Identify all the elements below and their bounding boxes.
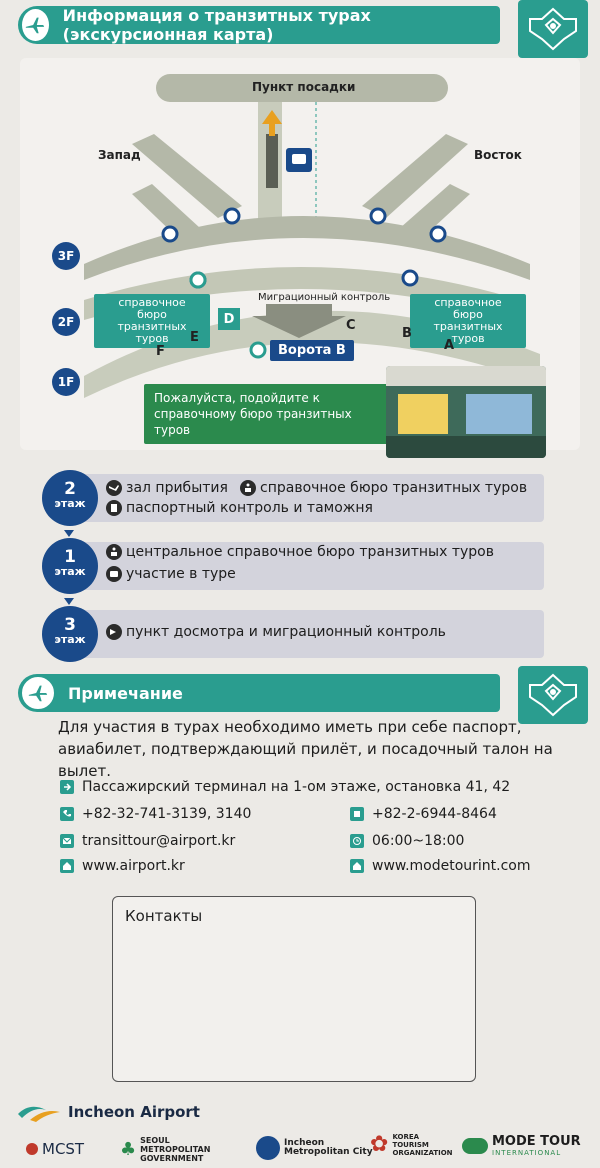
step-item-label: участие в туре xyxy=(126,566,236,582)
info-desk-photo xyxy=(386,366,546,458)
modetour-text: MODE TOUR xyxy=(492,1134,581,1149)
step-number: 1 xyxy=(64,547,76,567)
contacts-label: Контакты xyxy=(125,907,203,925)
site-airport-row xyxy=(60,858,185,874)
incheon-city-mark-icon xyxy=(256,1136,280,1160)
step-item xyxy=(106,500,373,516)
step-item-label: справочное бюро транзитных туров xyxy=(260,480,528,496)
step-badge-3f xyxy=(42,606,98,662)
phone-icon xyxy=(60,807,74,821)
terminal-map xyxy=(20,58,580,450)
home-icon xyxy=(60,859,74,873)
kto-logo xyxy=(370,1132,453,1157)
header-band xyxy=(18,6,500,44)
arrow-down-icon xyxy=(64,530,74,537)
desk-label-left: справочное бюро транзитных туров xyxy=(94,294,210,348)
modetour-website-link[interactable]: www.modetourint.com xyxy=(372,858,531,874)
zone-b-label: B xyxy=(402,326,412,341)
incheon-city-text-2: Metropolitan City xyxy=(284,1147,373,1157)
desk-label-right: справочное бюро транзитных туров xyxy=(410,294,526,348)
requirement-text: Для участия в турах необходимо иметь при себе паспорт, авиабилет, подтверждающий прилёт, и посадочный талон на вылет. xyxy=(58,718,553,780)
gate-b-label: Ворота B xyxy=(270,340,354,361)
airplane-icon xyxy=(20,675,56,711)
step-item xyxy=(106,566,236,582)
fax-icon xyxy=(350,807,364,821)
plane-arrival-icon xyxy=(106,480,122,496)
incheon-airport-mark-icon xyxy=(16,1100,62,1124)
email-row xyxy=(60,833,235,849)
step-item xyxy=(106,544,494,560)
step-item-label: зал прибытия xyxy=(126,480,228,496)
notes-title: Примечание xyxy=(68,683,183,703)
mcst-logo xyxy=(26,1140,84,1158)
location-row xyxy=(60,779,510,795)
hours-row xyxy=(350,833,464,849)
location-text: Пассажирский терминал на 1-ом этаже, остановка 41, 42 xyxy=(82,779,511,795)
zone-e-label: E xyxy=(190,330,199,345)
step-badge-1f xyxy=(42,538,98,594)
airport-website-link[interactable]: www.airport.kr xyxy=(82,858,185,874)
incheon-city-logo xyxy=(256,1136,373,1160)
zone-c-label: C xyxy=(346,318,356,333)
arrow-down-icon xyxy=(64,598,74,605)
seoul-text: SEOUL METROPOLITAN GOVERNMENT xyxy=(140,1136,211,1163)
security-check-icon xyxy=(106,624,122,640)
step-item-label: центральное справочное бюро транзитных туров xyxy=(126,544,494,560)
passport-icon xyxy=(106,500,122,516)
fax-row xyxy=(350,806,497,822)
phone-row xyxy=(60,806,251,822)
floor-badge-3f: 3F xyxy=(52,242,80,270)
contacts-box xyxy=(112,896,476,1082)
west-label: Запад xyxy=(98,148,141,162)
step-item-label: пункт досмотра и миграционный контроль xyxy=(126,624,446,640)
clock-icon xyxy=(350,834,364,848)
step-item xyxy=(106,624,446,640)
bus-icon xyxy=(106,566,122,582)
home-icon xyxy=(350,859,364,873)
step-word: этаж xyxy=(54,497,86,510)
zone-d-tag: D xyxy=(218,308,240,330)
step-item xyxy=(106,480,228,496)
step-badge-2f xyxy=(42,470,98,526)
info-desk-icon xyxy=(106,544,122,560)
instruction-note: Пожалуйста, подойдите к справочному бюро транзитных туров xyxy=(144,384,396,444)
modetour-sub-text: INTERNATIONAL xyxy=(492,1149,562,1157)
step-number: 3 xyxy=(64,615,76,635)
kto-text: KOREA TOURISM ORGANIZATION xyxy=(392,1132,453,1157)
east-label: Восток xyxy=(474,148,522,162)
incheon-airport-text: Incheon Airport xyxy=(68,1103,200,1121)
modetour-mark-icon xyxy=(462,1138,488,1154)
floor-badge-1f: 1F xyxy=(52,368,80,396)
step-item-label: паспортный контроль и таможня xyxy=(126,500,373,516)
arrow-right-icon xyxy=(60,780,74,794)
mcst-text: MCST xyxy=(42,1140,85,1158)
boarding-point-label: Пункт посадки xyxy=(252,80,356,94)
step-word: этаж xyxy=(54,565,86,578)
step-item xyxy=(240,480,527,496)
kto-mark-icon: ✿ xyxy=(370,1132,389,1157)
mail-icon xyxy=(60,834,74,848)
zone-f-label: F xyxy=(156,344,165,359)
zone-a-label: A xyxy=(444,338,455,353)
site-modetour-row xyxy=(350,858,531,874)
immigration-label: Миграционный контроль xyxy=(258,292,391,303)
ornament-icon xyxy=(518,0,588,58)
step-word: этаж xyxy=(54,633,86,646)
modetour-logo xyxy=(462,1134,581,1157)
floor-badge-2f: 2F xyxy=(52,308,80,336)
phone-text: +82-32-741-3139, 3140 xyxy=(82,806,252,822)
airplane-icon xyxy=(20,7,51,43)
fax-text: +82-2-6944-8464 xyxy=(372,806,497,822)
incheon-city-text-1: Incheon xyxy=(284,1138,325,1148)
email-link[interactable]: transittour@airport.kr xyxy=(82,833,236,849)
step-number: 2 xyxy=(64,479,76,499)
incheon-airport-logo xyxy=(16,1100,200,1124)
header-title: Информация о транзитных турах (экскурсионная карта) xyxy=(62,6,371,44)
info-desk-icon xyxy=(240,480,256,496)
seoul-logo xyxy=(120,1136,240,1163)
seoul-mark-icon: ♣ xyxy=(120,1139,137,1160)
mcst-dot-icon xyxy=(26,1143,38,1155)
hours-text: 06:00~18:00 xyxy=(372,833,465,849)
notes-band xyxy=(18,674,500,712)
